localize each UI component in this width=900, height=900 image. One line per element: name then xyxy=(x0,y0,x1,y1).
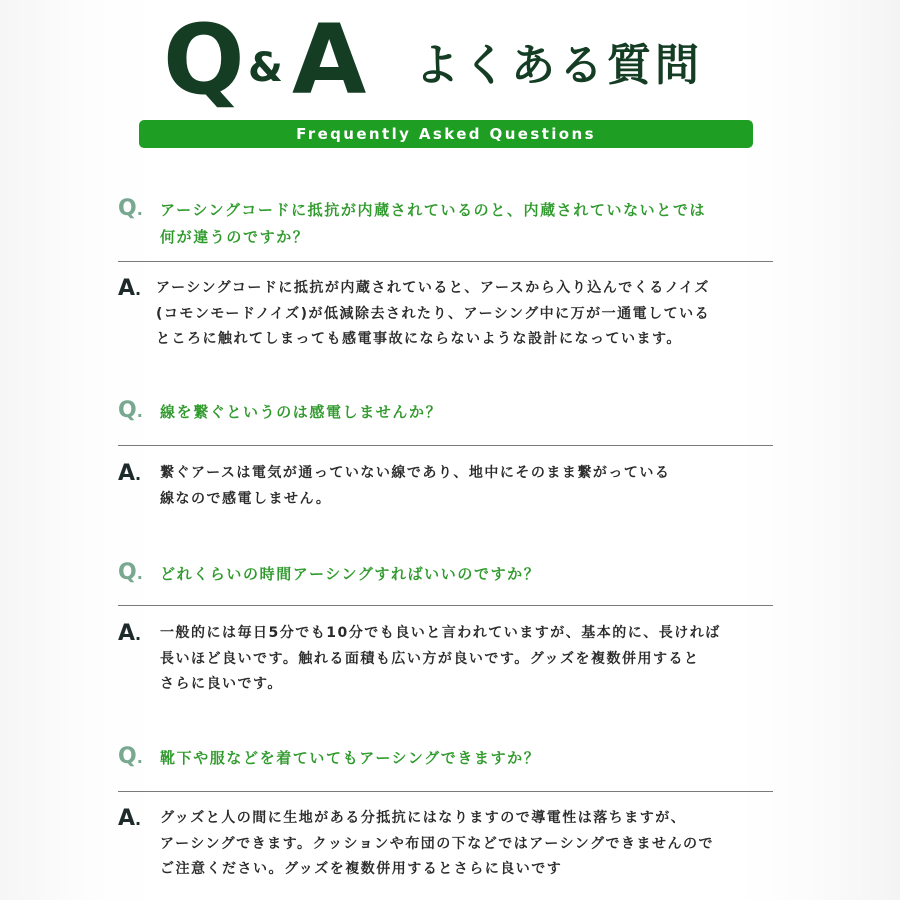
answer-mark: A. xyxy=(118,461,142,486)
faq-banner-label: Frequently Asked Questions xyxy=(296,125,596,143)
question-mark: Q. xyxy=(118,744,143,769)
answer-mark: A. xyxy=(118,806,142,831)
page-title: よくある質問 xyxy=(415,40,703,91)
qa-logo-q: Q xyxy=(163,4,243,116)
divider xyxy=(118,261,773,262)
page-header xyxy=(0,4,900,116)
answer-mark: A. xyxy=(118,621,142,646)
answer-text: グッズと人の間に生地がある分抵抗にはなりますので導電性は落ちますが、 アーシングできます。クッションや布団の下などではアーシングできませんので ご注意ください。グッズを複数併用するとさらに良いです xyxy=(160,810,714,877)
answer-text: アーシングコードに抵抗が内蔵されていると、アースから入り込んでくるノイズ (コモンモードノイズ)が低減除去されたり、アーシング中に万が一通電している ところに触れてしまっても感電事故にならないような設計になっています。 xyxy=(156,280,711,347)
question-text: 線を繋ぐというのは感電しませんか？ xyxy=(160,403,443,421)
divider xyxy=(118,791,773,792)
question-mark: Q. xyxy=(118,398,143,423)
question-text: 靴下や服などを着ていてもアーシングできますか？ xyxy=(160,749,541,767)
qa-logo-ampersand: & xyxy=(248,45,283,91)
divider xyxy=(118,605,773,606)
answer-text: 繋ぐアースは電気が通っていない線であり、地中にそのまま繋がっている 線なので感電しません。 xyxy=(160,465,671,507)
question-text: アーシングコードに抵抗が内蔵されているのと、内蔵されていないとでは 何が違うのですか？ xyxy=(160,201,707,246)
question-text: どれくらいの時間アーシングすればいいのですか？ xyxy=(160,565,541,583)
answer-text: 一般的には毎日5分でも10分でも良いと言われていますが、基本的に、長ければ 長いほど良いです。触れる面積も広い方が良いです。グッズを複数併用すると さらに良いです。 xyxy=(160,625,721,692)
answer-mark: A. xyxy=(118,276,142,301)
faq-banner xyxy=(139,120,753,148)
divider xyxy=(118,445,773,446)
qa-logo-a: A xyxy=(292,4,367,116)
question-mark: Q. xyxy=(118,560,143,585)
question-mark: Q. xyxy=(118,196,143,221)
